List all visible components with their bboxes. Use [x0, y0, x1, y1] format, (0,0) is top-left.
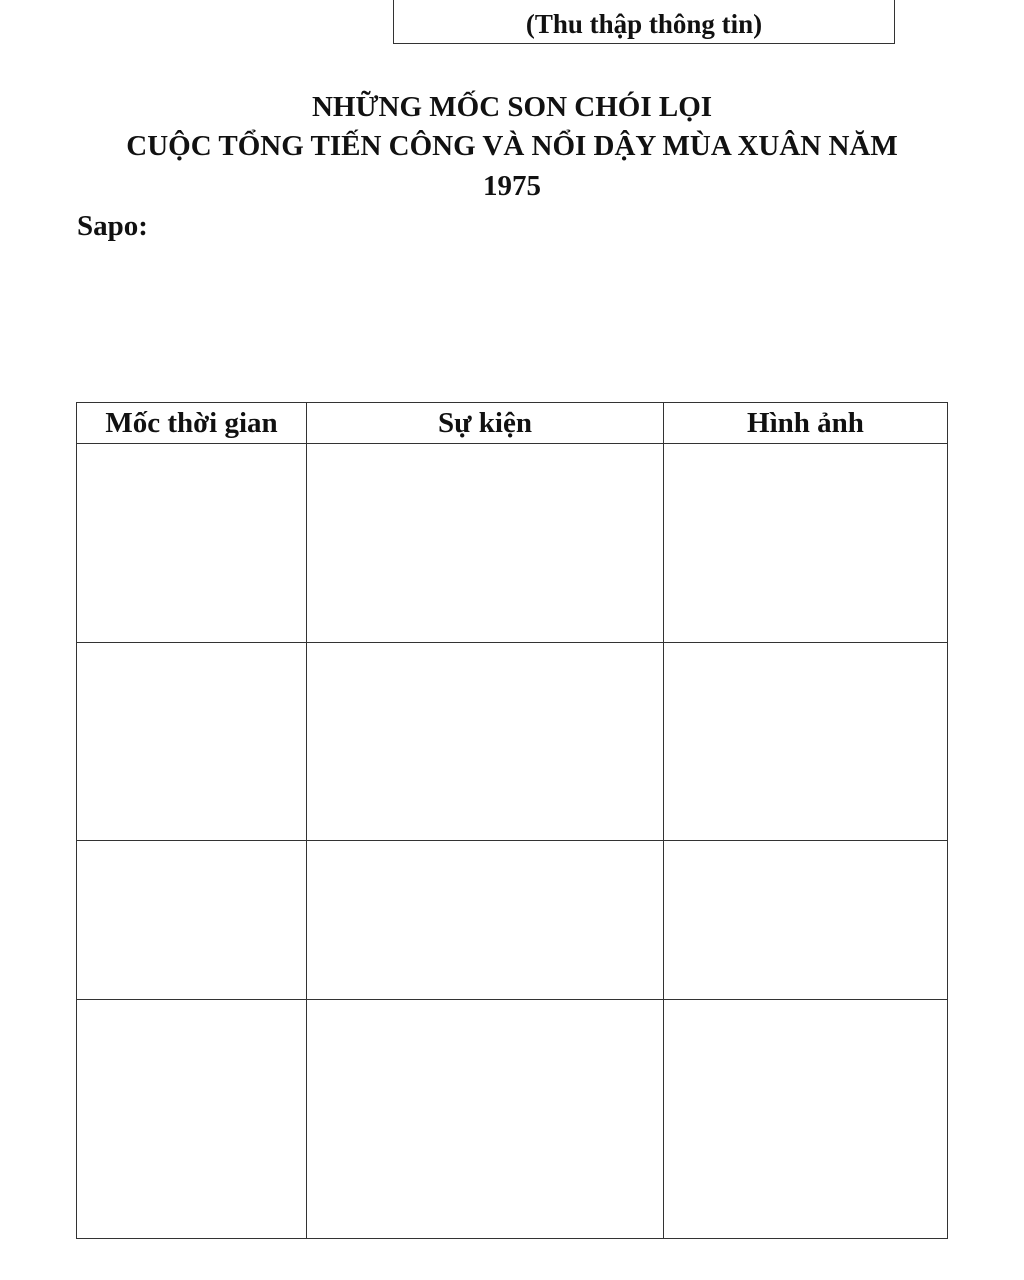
- cell-time-milestone[interactable]: [77, 444, 307, 643]
- cell-time-milestone[interactable]: [77, 841, 307, 1000]
- cell-image[interactable]: [664, 1000, 948, 1239]
- cell-image[interactable]: [664, 444, 948, 643]
- cell-image[interactable]: [664, 643, 948, 841]
- header-box: [393, 0, 895, 44]
- header-time-milestone: Mốc thời gian: [77, 403, 307, 444]
- cell-event[interactable]: [307, 444, 664, 643]
- document-title-line-2: CUỘC TỔNG TIẾN CÔNG VÀ NỔI DẬY MÙA XUÂN NĂM: [126, 130, 898, 162]
- cell-time-milestone[interactable]: [77, 643, 307, 841]
- header-box-subtitle: (Thu thập thông tin): [525, 9, 763, 39]
- cell-event[interactable]: [307, 1000, 664, 1239]
- cell-image[interactable]: [664, 841, 948, 1000]
- table-row: [77, 1000, 948, 1239]
- document-title-line-3: 1975: [483, 170, 541, 202]
- document-title-line-1: NHỮNG MỐC SON CHÓI LỌI: [311, 91, 713, 123]
- table-header-row: [77, 403, 948, 444]
- timeline-table: [76, 402, 948, 1239]
- cell-time-milestone[interactable]: [77, 1000, 307, 1239]
- cell-event[interactable]: [307, 841, 664, 1000]
- header-event: Sự kiện: [307, 403, 664, 444]
- sapo-label: Sapo:: [77, 210, 148, 242]
- table-row: [77, 643, 948, 841]
- table-row: [77, 444, 948, 643]
- header-image: Hình ảnh: [664, 403, 948, 444]
- table-row: [77, 841, 948, 1000]
- cell-event[interactable]: [307, 643, 664, 841]
